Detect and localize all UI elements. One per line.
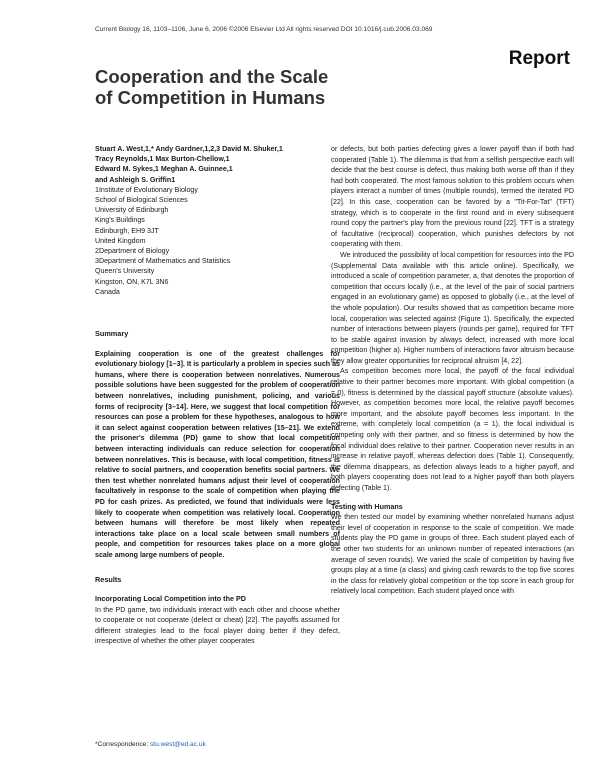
body-paragraph: We introduced the possibility of local competition for resources into the PD (Supplemental Data available with this article online). Specifically, we introduced a scale of competition parameter, a, that denotes the proportion of competition that occurs locally (i.e., at the level of the pair of social partners engaged in an evolutionary game) as opposed to globally (i.e., at the level of the whole population). Our results showed that as competition became more local, cooperation was selected against (Figure 1). Specifically, the expected number of interactions between players (rounds per game), required for TFT to be stable against invasion by always defect, increased with more local competition (higher a). Higher numbers of interactions favor altruism because they allow greater opportunities for reciprocal altruism [4, 22]. [331,250,574,365]
subsection-heading: Incorporating Local Competition into the PD [95,594,246,604]
affiliation-line: School of Biological Sciences [95,196,188,205]
affiliation-line: University of Edinburgh [95,206,169,215]
affiliation-line: Canada [95,287,120,296]
affiliation-line: Queen's University [95,267,155,276]
article-title [95,66,395,108]
article-type-label: Report [508,48,570,69]
author-list [95,144,340,185]
affiliation-line: 1Institute of Evolutionary Biology [95,185,198,194]
left-column [95,144,340,647]
correspondence-footnote [95,741,206,748]
author-line: Edward M. Sykes,1 Meghan A. Guinnee,1 [95,165,233,174]
title-line-1: Cooperation and the Scale [95,66,329,87]
correspondence-email-link[interactable]: stu.west@ed.ac.uk [149,741,206,748]
author-line: Stuart A. West,1,* Andy Gardner,1,2,3 David M. Shuker,1 [95,145,283,153]
title-line-2: of Competition in Humans [95,87,326,108]
summary-text: Explaining cooperation is one of the greatest challenges for evolutionary biology [1–3]. It is particularly a problem in species such as humans, where there is cooperation between nonrelatives. Numerous possible solutions have been suggested for the problem of cooperation between nonrelatives, including punishment, policing, and various forms of reciprocity [3–14]. Here, we suggest that local competition for resources can pose a problem for these hypotheses, analogous to how it can select against cooperation between relatives [15–21]. We extend the prisoner's dilemma (PD) game to show that local competition between interacting individuals can reduce selection for cooperation between nonrelatives. This is because, with local competition, fitness is relative to social partners, and cooperation benefits social partners. We then test whether nonrelated humans adjust their level of cooperation facultatively in response to the scale of competition when playing the PD for cash prizes. As predicted, we found that individuals were less likely to cooperate when competition was relatively local. Cooperation between humans will therefore be most likely when repeated interactions take place on a local scale between small numbers of people, and competition for resources takes place on a more global scale among large numbers of people. [95,349,340,559]
author-line: Tracy Reynolds,1 Max Burton-Chellow,1 [95,155,230,164]
affiliation-line: 3Department of Mathematics and Statistics [95,257,231,266]
body-paragraph: As competition becomes more local, the payoff of the focal individual relative to their partner becomes more important. With global competition (a = 0), fitness is determined by the classical payoff structure (absolute values). However, as competition becomes more local, the relative payoff becomes more important, and the absolute payoff becomes less important. In the extreme, with completely local competition (a = 1), the focal individual is competing only with their partner, and so fitness is determined by how the focal individual does relative to their partner. Cooperation never results in an increase in relative payoff, whereas defection does (Table 1). Consequently, the dilemma disappears, as defection always leads to a higher payoff, and both players cooperating does not lead to a higher payoff than both players defecting (Table 1). [331,367,574,492]
affiliation-line: Kingston, ON, K7L 3N6 [95,277,169,286]
affiliation-line: United Kingdom [95,236,146,245]
affiliation-line: 2Department of Biology [95,247,170,256]
body-paragraph: or defects, but both parties defecting gives a lower payoff than if both had cooperated (Table 1). The dilemma is that from a selfish perspective each will decide that the best course is defect, thus making both worse off than if they had both cooperated. The most famous solution to this problem occurs when players interact a number of times (multiple rounds), termed the iterated PD [22]. In this case, cooperation can be favored by a "Tit-For-Tat" (TFT) strategy, which is to cooperate in the first round and in every subsequent round copy the partner's play from the previous round [22]. TFT is a strategy of facultative (reciprocal) cooperation, which punishes defectors by not cooperating with them. [331,145,574,249]
subsection-heading: Testing with Humans [331,501,403,511]
affiliations [95,185,340,297]
journal-citation: Current Biology 16, 1103–1106, June 6, 2006 ©2006 Elsevier Ltd All rights reserved DOI 10.1016/j.cub.2006.03.069 [95,26,433,33]
body-paragraph: We then tested our model by examining whether nonrelated humans adjust their level of cooperation in response to the scale of competition. We made students play the PD game in groups of three. Each student played each of the other two students for an unknown number of repeated interactions (an average of seven rounds). We varied the scale of competition by having five groups play at a time (a class) and giving cash rewards to the top five scores in the class for relatively global competition or the top score in each group for relatively local competition. Each student played once with [331,513,574,596]
affiliation-line: King's Buildings [95,216,145,225]
results-heading: Results [95,574,122,584]
author-line: and Ashleigh S. Griffin1 [95,175,176,184]
right-column [331,144,574,597]
affiliation-line: Edinburgh, EH9 3JT [95,226,159,235]
results-paragraph: In the PD game, two individuals interact with each other and choose whether to cooperate or not cooperate (defect or cheat) [22]. The payoffs assumed for different strategies lead to the focal player doing better if they defect, irrespective of whether the other player cooperates [95,605,340,646]
summary-heading: Summary [95,329,129,339]
footnote-label: *Correspondence: [95,741,150,748]
